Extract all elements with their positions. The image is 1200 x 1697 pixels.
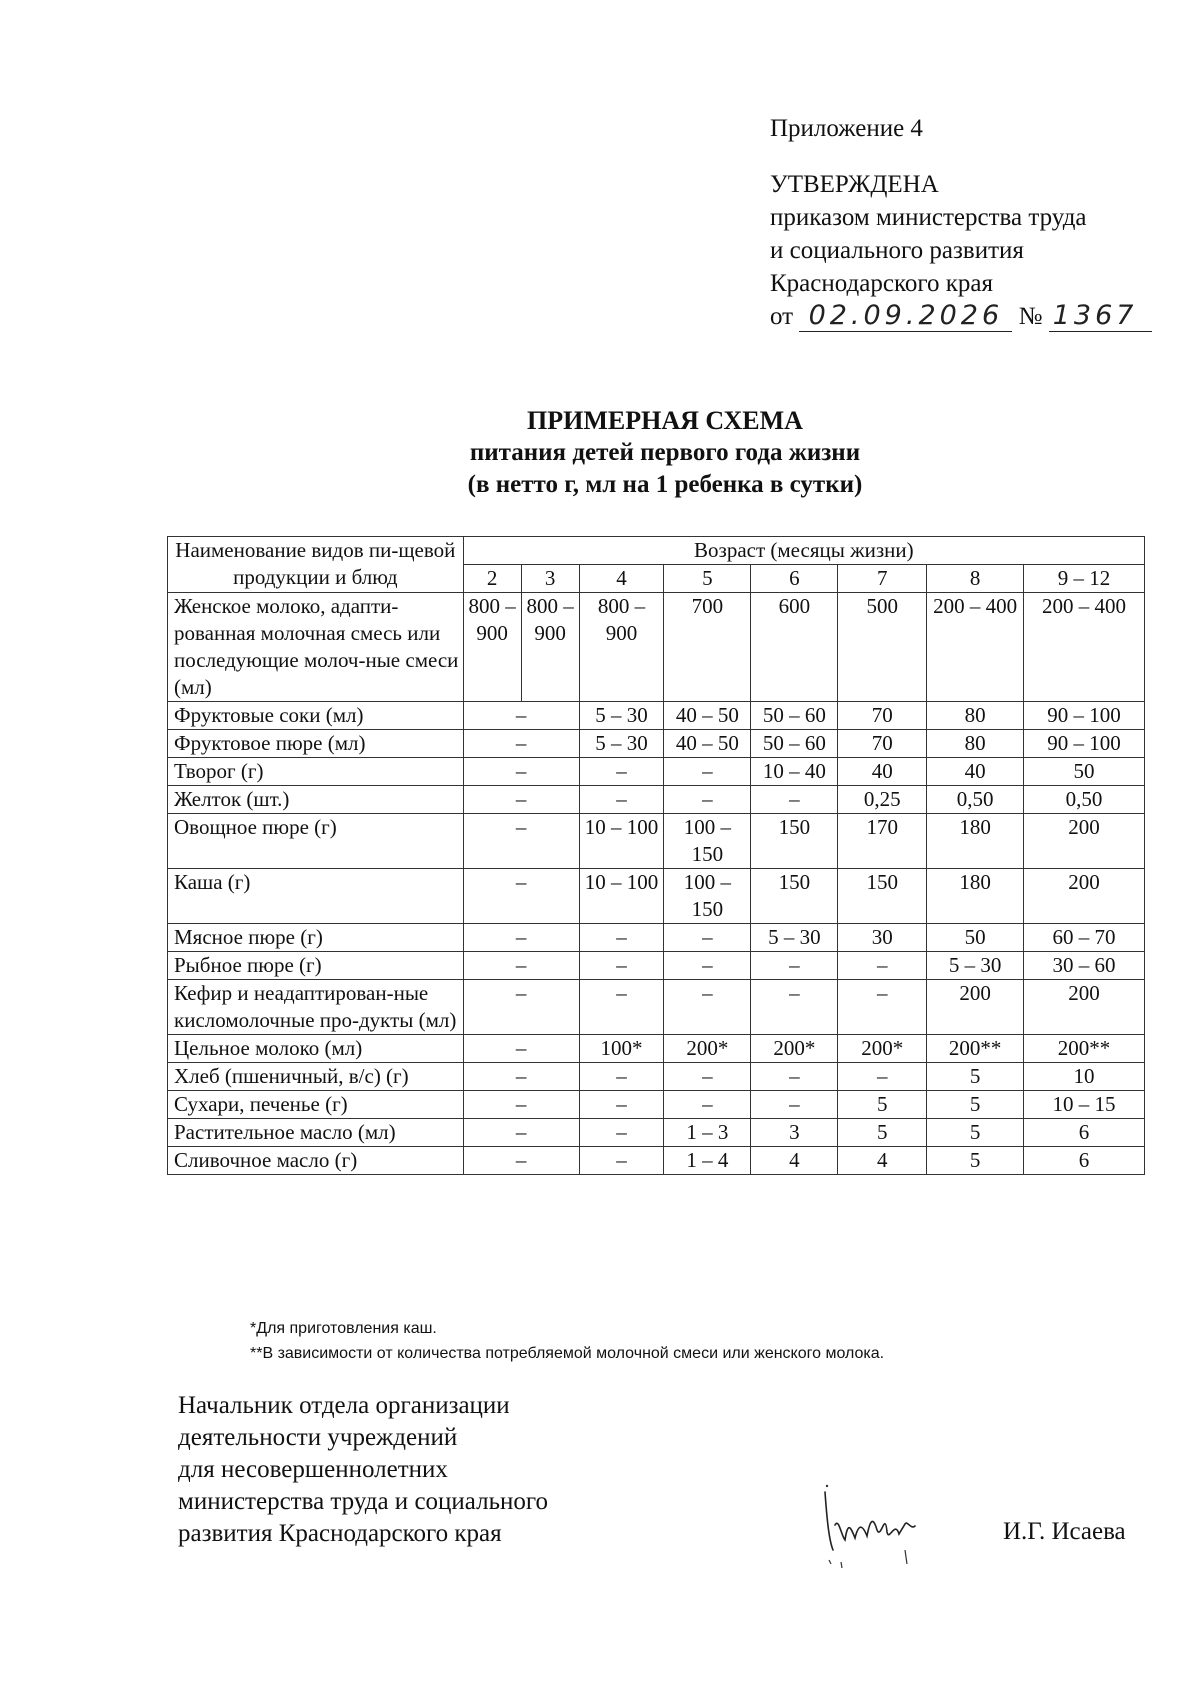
value-cell: 5 – 30 (751, 924, 838, 952)
product-name-cell: Хлеб (пшеничный, в/с) (г) (168, 1063, 464, 1091)
value-cell: – (664, 758, 751, 786)
value-cell: 90 – 100 (1024, 730, 1145, 758)
value-cell: – (463, 1063, 579, 1091)
value-cell: 200** (927, 1035, 1024, 1063)
product-name-cell: Овощное пюре (г) (168, 814, 464, 869)
value-cell: 100 – 150 (664, 869, 751, 924)
number-sign: № (1018, 303, 1043, 330)
value-cell: 150 (751, 869, 838, 924)
value-cell: – (579, 980, 664, 1035)
value-cell: 0,50 (927, 786, 1024, 814)
value-cell: 700 (664, 593, 751, 702)
value-cell: 200* (664, 1035, 751, 1063)
value-cell: – (463, 952, 579, 980)
value-cell: – (463, 730, 579, 758)
product-name-cell: Творог (г) (168, 758, 464, 786)
value-cell: 200 – 400 (1024, 593, 1145, 702)
signer-block (178, 1390, 548, 1550)
date-number-row (770, 300, 1152, 333)
value-cell: 180 (927, 814, 1024, 869)
value-cell: 200 (1024, 980, 1145, 1035)
value-cell: – (579, 758, 664, 786)
value-cell: – (463, 924, 579, 952)
title-line-1: ПРИМЕРНАЯ СХЕМА (527, 406, 803, 435)
value-cell: 180 (927, 869, 1024, 924)
handwritten-signature (815, 1480, 935, 1570)
table-row (168, 814, 1145, 869)
value-cell: – (664, 1063, 751, 1091)
table-row (168, 730, 1145, 758)
value-cell: – (463, 869, 579, 924)
signer-line-4: министерства труда и социального (178, 1488, 548, 1515)
value-cell: 40 – 50 (664, 702, 751, 730)
table-row (168, 758, 1145, 786)
value-cell: 70 (838, 702, 927, 730)
value-cell: 200** (1024, 1035, 1145, 1063)
table-row (168, 869, 1145, 924)
value-cell: 50 (927, 924, 1024, 952)
footnote-1: *Для приготовления каш. (250, 1320, 437, 1337)
product-name-cell: Женское молоко, адапти-рованная молочная смесь или последующие молоч-ные смеси (мл) (168, 593, 464, 702)
value-cell: 4 (751, 1147, 838, 1175)
footnotes (250, 1316, 884, 1366)
value-cell: 800 – 900 (463, 593, 521, 702)
value-cell: 170 (838, 814, 927, 869)
value-cell: 5 (927, 1063, 1024, 1091)
value-cell: 500 (838, 593, 927, 702)
value-cell: – (463, 1091, 579, 1119)
age-header-cell: 7 (838, 565, 927, 593)
value-cell: – (463, 702, 579, 730)
value-cell: 50 (1024, 758, 1145, 786)
table-row (168, 1063, 1145, 1091)
order-date: 02.09.2026 (799, 301, 1012, 332)
product-name-cell: Сливочное масло (г) (168, 1147, 464, 1175)
value-cell: 800 – 900 (521, 593, 579, 702)
value-cell: 200 – 400 (927, 593, 1024, 702)
value-cell: 60 – 70 (1024, 924, 1145, 952)
value-cell: 5 (838, 1091, 927, 1119)
value-cell: – (751, 1091, 838, 1119)
annex-label: Приложение 4 (770, 115, 923, 142)
value-cell: 1 – 4 (664, 1147, 751, 1175)
value-cell: – (579, 786, 664, 814)
value-cell: – (579, 1119, 664, 1147)
order-number: 1367 (1049, 301, 1152, 332)
value-cell: – (838, 952, 927, 980)
value-cell: – (751, 1063, 838, 1091)
product-name-header: Наименование видов пи-щевой продукции и блюд (168, 537, 464, 593)
value-cell: – (463, 1035, 579, 1063)
value-cell: 200 (927, 980, 1024, 1035)
value-cell: – (463, 786, 579, 814)
approval-line-2: и социального развития (770, 237, 1024, 264)
value-cell: 800 – 900 (579, 593, 664, 702)
signer-line-3: для несовершеннолетних (178, 1456, 448, 1483)
value-cell: – (664, 952, 751, 980)
value-cell: 50 – 60 (751, 702, 838, 730)
age-header-cell: 4 (579, 565, 664, 593)
table-row (168, 980, 1145, 1035)
value-cell: 6 (1024, 1119, 1145, 1147)
table-body (168, 593, 1145, 1175)
value-cell: 40 (927, 758, 1024, 786)
value-cell: – (751, 952, 838, 980)
approval-block (770, 112, 1152, 333)
value-cell: 5 (927, 1091, 1024, 1119)
value-cell: 30 (838, 924, 927, 952)
value-cell: 200* (751, 1035, 838, 1063)
value-cell: – (838, 1063, 927, 1091)
age-header: Возраст (месяцы жизни) (463, 537, 1144, 565)
value-cell: 50 – 60 (751, 730, 838, 758)
approved-label: УТВЕРЖДЕНА (770, 171, 939, 198)
product-name-cell: Сухари, печенье (г) (168, 1091, 464, 1119)
value-cell: – (463, 1119, 579, 1147)
table-row (168, 1035, 1145, 1063)
table-row (168, 786, 1145, 814)
value-cell: 40 (838, 758, 927, 786)
table-row (168, 1091, 1145, 1119)
value-cell: 150 (838, 869, 927, 924)
signer-name: И.Г. Исаева (1003, 1518, 1126, 1545)
signer-line-1: Начальник отдела организации (178, 1392, 510, 1419)
value-cell: 70 (838, 730, 927, 758)
value-cell: 200 (1024, 869, 1145, 924)
age-header-cell: 8 (927, 565, 1024, 593)
table-row (168, 1119, 1145, 1147)
value-cell: 40 – 50 (664, 730, 751, 758)
value-cell: – (463, 980, 579, 1035)
value-cell: 10 (1024, 1063, 1145, 1091)
value-cell: 3 (751, 1119, 838, 1147)
age-header-cell: 2 (463, 565, 521, 593)
title-line-2: питания детей первого года жизни (469, 439, 861, 466)
value-cell: 1 – 3 (664, 1119, 751, 1147)
product-name-cell: Мясное пюре (г) (168, 924, 464, 952)
value-cell: – (751, 786, 838, 814)
approval-line-3: Краснодарского края (770, 270, 993, 297)
value-cell: – (751, 980, 838, 1035)
value-cell: – (579, 1091, 664, 1119)
table-row (168, 702, 1145, 730)
value-cell: 150 (751, 814, 838, 869)
value-cell: – (579, 952, 664, 980)
value-cell: 200 (1024, 814, 1145, 869)
value-cell: 5 – 30 (927, 952, 1024, 980)
value-cell: 6 (1024, 1147, 1145, 1175)
product-name-cell: Фруктовое пюре (мл) (168, 730, 464, 758)
age-header-cell: 9 – 12 (1024, 565, 1145, 593)
value-cell: 4 (838, 1147, 927, 1175)
value-cell: – (664, 1091, 751, 1119)
value-cell: – (664, 980, 751, 1035)
nutrition-table (167, 536, 1145, 1175)
value-cell: 10 – 100 (579, 814, 664, 869)
value-cell: – (463, 1147, 579, 1175)
document-title (0, 405, 1200, 501)
value-cell: – (579, 1147, 664, 1175)
product-name-cell: Желток (шт.) (168, 786, 464, 814)
product-name-cell: Растительное масло (мл) (168, 1119, 464, 1147)
age-header-cell: 3 (521, 565, 579, 593)
title-line-3: (в нетто г, мл на 1 ребенка в сутки) (467, 471, 863, 498)
value-cell: 5 (927, 1147, 1024, 1175)
age-header-cell: 6 (751, 565, 838, 593)
value-cell: 5 (838, 1119, 927, 1147)
value-cell: – (463, 758, 579, 786)
table-row (168, 593, 1145, 702)
table-row (168, 1147, 1145, 1175)
value-cell: – (579, 924, 664, 952)
table-row (168, 952, 1145, 980)
value-cell: – (463, 814, 579, 869)
value-cell: 100* (579, 1035, 664, 1063)
signer-line-2: деятельности учреждений (178, 1424, 458, 1451)
approval-line-1: приказом министерства труда (770, 204, 1087, 231)
value-cell: 5 – 30 (579, 730, 664, 758)
age-header-cell: 5 (664, 565, 751, 593)
value-cell: 0,50 (1024, 786, 1145, 814)
value-cell: 80 (927, 730, 1024, 758)
value-cell: 30 – 60 (1024, 952, 1145, 980)
value-cell: 600 (751, 593, 838, 702)
product-name-cell: Рыбное пюре (г) (168, 952, 464, 980)
product-name-cell: Фруктовые соки (мл) (168, 702, 464, 730)
value-cell: 10 – 15 (1024, 1091, 1145, 1119)
date-prefix: от (770, 303, 794, 330)
footnote-2: **В зависимости от количества потребляемой молочной смеси или женского молока. (250, 1345, 885, 1362)
value-cell: 10 – 40 (751, 758, 838, 786)
value-cell: – (579, 1063, 664, 1091)
table-row (168, 924, 1145, 952)
value-cell: 200* (838, 1035, 927, 1063)
value-cell: – (664, 924, 751, 952)
value-cell: – (838, 980, 927, 1035)
value-cell: 100 – 150 (664, 814, 751, 869)
product-name-cell: Каша (г) (168, 869, 464, 924)
value-cell: 80 (927, 702, 1024, 730)
product-name-cell: Цельное молоко (мл) (168, 1035, 464, 1063)
product-name-cell: Кефир и неадаптирован-ные кисломолочные про-дукты (мл) (168, 980, 464, 1035)
signer-line-5: развития Краснодарского края (178, 1520, 502, 1547)
value-cell: – (664, 786, 751, 814)
value-cell: 10 – 100 (579, 869, 664, 924)
value-cell: 5 – 30 (579, 702, 664, 730)
value-cell: 5 (927, 1119, 1024, 1147)
value-cell: 0,25 (838, 786, 927, 814)
value-cell: 90 – 100 (1024, 702, 1145, 730)
